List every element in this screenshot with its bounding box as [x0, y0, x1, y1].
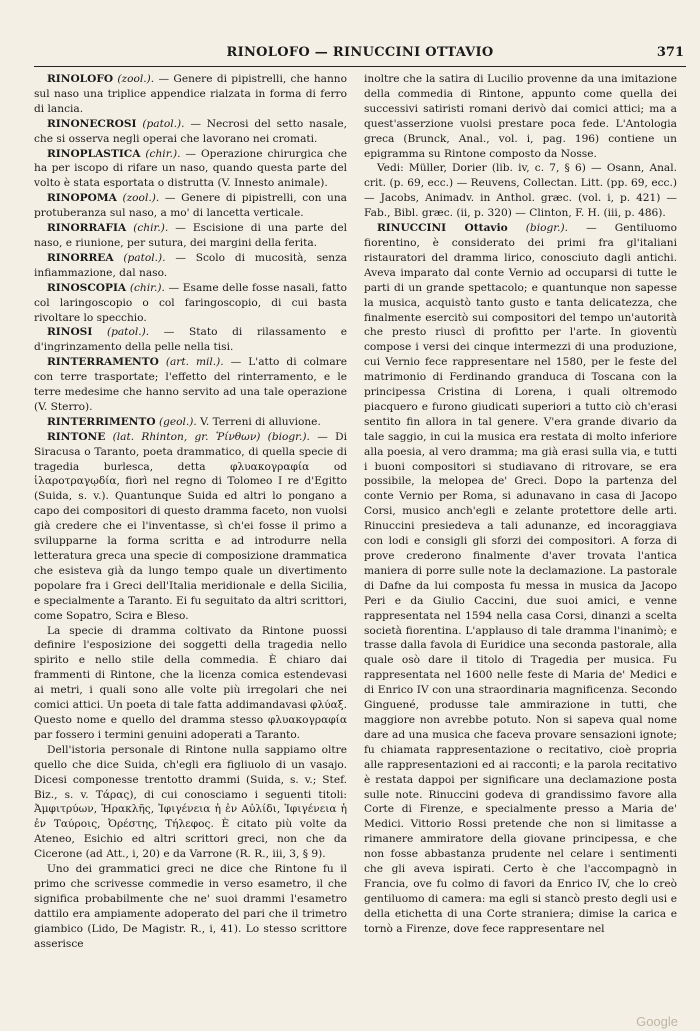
entry-abbreviation: (patol.). [123, 251, 166, 264]
header-rule [34, 66, 686, 67]
dictionary-entry [34, 281, 347, 326]
entry-text: — Genere di pipistrelli, con una protuberanza sul naso, a mo' di lancetta verticale. [34, 192, 347, 220]
entry-text: Uno dei grammatici greci ne dice che Rintone fu il primo che scrivesse commedie in verso esametro, il che significa probabilmente che ne' suoi drammi l'esametro dattilo era ampiamente adoperato del pari che il trimetro giambico (Lido, De Magistr. R., i, 41). Lo stesso scrittore asserisce [34, 863, 347, 950]
dictionary-entry [34, 355, 347, 415]
entry-text: — Escisione di una parte del naso, e riunione, per sutura, dei margini della ferita. [34, 222, 347, 249]
entry-headword: RINOSI [47, 326, 93, 339]
entry-abbreviation: (biogr.). [525, 222, 569, 235]
paragraph [364, 72, 677, 161]
left-column [34, 72, 347, 951]
entry-headword: RINTERRAMENTO [47, 356, 159, 369]
entry-headword: RINOPLASTICA [47, 147, 141, 160]
paragraph [364, 161, 677, 221]
entry-text: — Esame delle fosse nasali, fatto col laringoscopio o col faringoscopio, di cui basta rivoltare lo specchio. [34, 281, 347, 324]
dictionary-entry [34, 117, 347, 147]
entry-headword: RINOSCOPIA [47, 281, 127, 294]
entry-headword: RINOLOFO [47, 73, 114, 85]
entry-abbreviation: (chir.). [133, 222, 169, 235]
entry-text: — L'atto di colmare con terre trasportate; l'effetto del rinterramento, e le terre medesime che hanno servito ad una tale operazione (V. Sterro). [34, 356, 347, 413]
entry-abbreviation: (patol.). [142, 117, 185, 130]
header-title: RINOLOFO — RINUCCINI OTTAVIO [226, 45, 494, 60]
entry-text: — Necrosi del setto nasale, che si osserva negli operai che lavorano nei cromati. [34, 117, 348, 145]
paragraph [34, 862, 347, 951]
page-number: 371 [656, 45, 684, 60]
dictionary-entry [34, 72, 347, 117]
entry-abbreviation: (lat. Rhinton, gr. Ῥίνθων) (biogr.). [112, 430, 310, 443]
dictionary-entry [34, 325, 347, 355]
paragraph [34, 743, 347, 862]
entry-headword: RINOPOMA [47, 192, 117, 205]
dictionary-entry [34, 251, 347, 281]
entry-text: V. Terreni di alluvione. [196, 415, 321, 428]
entry-text: Dell'istoria personale di Rintone nulla sappiamo oltre quello che dice Suida, ch'egli era figliuolo di un vasajo. Dicesi componesse trentotto drammi (Suida, s. v.; Stef. Biz., s. v. Τάρας), di cui conosciamo i seguenti titoli: Ἀμφιτρύων, Ἡρακλῆς, Ἰφιγένεια ἡ ἐν Αὐλίδι, Ἰφιγένεια ἡ ἐν Ταύροις, Ὀρέστης, Τήλεφος. È citato più volte da Ateneo, Esichio ed altri scrittori greci, non che da Cicerone (ad Att., i, 20) e da Varrone (R. R., iii, 3, § 9). [34, 743, 347, 861]
watermark: Google [636, 1014, 678, 1029]
entry-headword: RINTERRIMENTO [47, 415, 156, 428]
entry-headword: RINORRAFIA [47, 222, 127, 235]
entry-text: — Stato di rilassamento e d'ingrinzamento della pelle nella tisi. [34, 326, 347, 354]
running-header [34, 42, 686, 64]
dictionary-entry [34, 430, 347, 624]
entry-headword: RINUCCINI Ottavio [377, 222, 508, 235]
entry-text: — Genere di pipistrelli, che hanno sul naso una triplice appendice rialzata in forma di ferro di lancia. [34, 73, 347, 115]
dictionary-entry [34, 147, 347, 192]
entry-text: — Operazione chirurgica che ha per iscopo di rifare un naso, quando questa parte del volto è stata esportata o distrutta (V. Innesto animale). [34, 147, 347, 190]
entry-text: — Gentiluomo fiorentino, è considerato dei primi fra gl'italiani ristauratori del dramma lirico, conosciuto dagli antichi. Aveva imparato dal conte Vernio ad occuparsi di tutte le parti di un grande spettacolo; e quantunque non sapesse la musica, acquistò tanto gusto e tanta delicatezza, che finalmente esercitò sui compositori del tempo un'autorità che presto riuscì di profitto per l'arte. In gioventù compose i versi dei cinque intermezzi di una produzione, cui Vernio fece rappresentare nel 1580, per le feste del matrimonio di Ferdinando granduca di Toscana con la principessa Cristina di Lorena, i quali oltremodo piacquero e furono giudicati superiori a tutto ciò ch'erasi sentito fin allora in tal genere. V'era grande divario da tale saggio, in cui la musica era restata di molto inferiore alla poesia, al vero dramma; ma già erasi sulla via, e tutti i buoni compositori si studiavano di ritrovare, se era possibile, la melopea de' Greci. Dopo la partenza del conte Vernio per Roma, si adunavano in casa di Jacopo Corsi, musico anch'egli e zelante protettore delle arti. Rinuccini presiedeva a tali adunanze, ed incoraggiava con lodi e consigli gli sforzi dei compositori. A forza di prove crederono finalmente d'aver trovata l'antica maniera di porre sulle note la declamazione. La pastorale di Dafne da lui composta fu messa in musica da Jacopo Peri e da Giulio Caccini, due suoi amici, e venne rappresentata nel 1594 nella casa Corsi, dinanzi a scelta società fiorentina. L'applauso di tale dramma l'inanimò; e trasse dalla favola di Euridice una seconda pastorale, alla quale osò dare il titolo di Tragedia per musica. Fu rappresentata nel 1600 nelle feste di Maria de' Medici e di Enrico IV con una straordinaria magnificenza. Secondo Ginguené, produsse tale ammirazione in tutti, che maggiore non avrebbe potuto. Non si sapeva qual nome dare ad una musica che faceva provare sensazioni ignote; fu chiamata rappresentazione o recitativo, cioè propria alle rappresentazioni ed ai racconti; e la parola recitativo è restata dappoi per significare una declamazione posta sulle note. Rinuccini godeva di grandissimo favore alla Corte di Firenze, e specialmente presso a Maria de' Medici. Vittorio Rossi pretende che non si limitasse a rimanere ammiratore della giovane principessa, e che non fosse abbastanza prudente nel celare i sentimenti che gli aveva ispirati. Certo è che l'accompagnò in Francia, ove fu colmo di favori da Enrico IV, che lo creò gentiluomo di camera: ma egli si stancò presto degli usi e della etichetta di una Corte straniera; dimise la carica e tornò a Firenze, dove fece rappresentare nel [364, 222, 678, 935]
entry-abbreviation: (zool.). [122, 192, 160, 205]
dictionary-entry [34, 191, 347, 221]
entry-abbreviation: (patol.). [106, 326, 150, 339]
dictionary-entry [34, 415, 347, 430]
entry-abbreviation: (geol.). [158, 415, 197, 428]
entry-headword: RINORREA [47, 251, 114, 264]
dictionary-entry [34, 221, 347, 251]
entry-text: inoltre che la satira di Lucilio provenne da una imitazione della commedia di Rintone, appunto come quella dei successivi satiristi romani derivò dai comici attici; ma a quest'asserzione vuolsi prestare poca fede. L'Antologia greca (Brunck, Anal., vol. i, pag. 196) contiene un epigramma su Rintone composto da Nosse. [364, 73, 677, 160]
entry-text: — Scolo di mucosità, senza infiammazione, dal naso. [34, 251, 347, 279]
entry-text: La specie di dramma coltivato da Rintone puossi definire l'esposizione dei soggetti della tragedia nello spirito e nello stile della commedia. È chiaro dai frammenti di Rintone, che la licenza comica estendevasi ai metri, i quali sono alle volte più irregolari che nei comici attici. Un poeta di tale fatta addimandavasi φλύαξ. Questo nome e quello del dramma stesso φλυακογραφία par fossero i termini genuini adoperati a Taranto. [34, 624, 347, 741]
entry-text: — Di Siracusa o Taranto, poeta drammatico, di quella specie di tragedia burlesca, detta φλυακογραφία od ἱλαροτραγῳδία, fiorì nel regno di Tolomeo I re d'Egitto (Suida, s. v.). Quantunque Suida ed altri lo pongano a capo dei compositori di questo dramma faceto, non vuolsi già credere che ei l'inventasse, sì ch'ei fosse il primo a svilupparne la forma scritta e ad introdurre nella letteratura greca una specie di composizione drammatica che esisteva già da lungo tempo quale un divertimento popolare fra i Greci dell'Italia meridionale e della Sicilia, e specialmente a Taranto. Ei fu seguitato da altri scrittori, come Sopatro, Scira e Bleso. [34, 430, 347, 622]
entry-text: Vedi: Müller, Dorier (lib. iv, c. 7, § 6) — Osann, Anal. crit. (p. 69, ecc.) — Reuvens, Collectan. Litt. (pp. 69, ecc.) — Jacobs, Animadv. in Anthol. græc. (vol. i, p. 421) — Fab., Bibl. græc. (ii, p. 320) — Clinton, F. H. (iii, p. 486). [364, 162, 677, 220]
entry-headword: RINTONE [47, 430, 106, 443]
entry-headword: RINONECROSI [47, 117, 137, 130]
paragraph [34, 624, 347, 743]
entry-abbreviation: (chir.). [129, 281, 165, 294]
entry-abbreviation: (art. mil.). [165, 356, 224, 369]
dictionary-entry [364, 221, 677, 937]
entry-abbreviation: (chir.). [145, 147, 181, 160]
right-column [364, 72, 677, 937]
entry-abbreviation: (zool.). [117, 73, 155, 85]
